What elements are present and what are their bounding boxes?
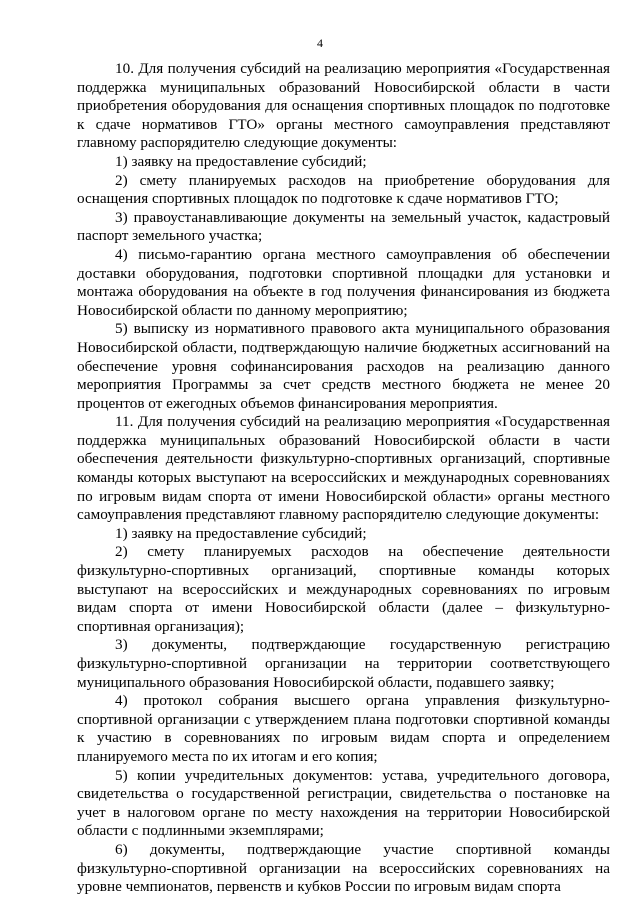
list-item-11-1: 1) заявку на предоставление субсидий; bbox=[115, 524, 367, 542]
page-number: 4 bbox=[317, 36, 323, 50]
list-item-11-4: 4) протокол собрания высшего органа управления физкультурно-спортивной организации с утверждением плана подготовки спортивной команды к участию в соревнованиях по игровым видам спорта и определением планируемого места по их итогам и его копия; bbox=[77, 692, 610, 765]
list-item-10-2: 2) смету планируемых расходов на приобретение оборудования для оснащения спортивных площадок по подготовке к сдаче нормативов ГТО; bbox=[77, 171, 610, 208]
list-item-11-2: 2) смету планируемых расходов на обеспечение деятельности физкультурно-спортивных организаций, спортивные команды которых выступают на всероссийских и международных соревнованиях по игровым видам спорта от имени Новосибирской области (далее – физкультурно-спортивная организация); bbox=[77, 543, 610, 635]
paragraph-11-intro: 11. Для получения субсидий на реализацию мероприятия «Государственная поддержка муниципальных образований Новосибирской области в части обеспечения деятельности физкультурно-спортивных организаций, спортивные команды которых выступают на всероссийских и международных соревнованиях по игровым видам спорта от имени Новосибирской области» органы местного самоуправления представляют главному распорядителю следующие документы: bbox=[77, 413, 610, 524]
list-item-10-1: 1) заявку на предоставление субсидий; bbox=[115, 152, 367, 170]
document-body bbox=[77, 60, 610, 897]
list-item-10-4: 4) письмо-гарантию органа местного самоуправления об обеспечении доставки оборудования, подготовки спортивной площадки для установки и монтажа оборудования на объекте в год получения финансирования из бюджета Новосибирской области по данному мероприятию; bbox=[77, 245, 610, 319]
list-item-11-5: 5) копии учредительных документов: устава, учредительного договора, свидетельства о государственной регистрации, свидетельства о постановке на учет в налоговом органе по месту нахождения на территории Новосибирской области с подлинными экземплярами; bbox=[77, 766, 610, 840]
list-item-10-3: 3) правоустанавливающие документы на земельный участок, кадастровый паспорт земельного участка; bbox=[77, 208, 610, 245]
list-item-11-3: 3) документы, подтверждающие государственную регистрацию физкультурно-спортивной организации на территории соответствующего муниципального образования Новосибирской области, подавшего заявку; bbox=[77, 636, 610, 691]
paragraph-10-intro: 10. Для получения субсидий на реализацию мероприятия «Государственная поддержка муниципальных образований Новосибирской области в части приобретения оборудования для оснащения спортивных площадок по подготовке к сдаче нормативов ГТО» органы местного самоуправления представляют главному распорядителю следующие документы: bbox=[77, 60, 610, 152]
list-item-11-6: 6) документы, подтверждающие участие спортивной команды физкультурно-спортивной организации на всероссийских соревнованиях на уровне чемпионатов, первенств и кубков России по игровым видам спорта bbox=[77, 840, 610, 896]
list-item-10-5: 5) выписку из нормативного правового акта муниципального образования Новосибирской области, подтверждающую наличие бюджетных ассигнований на обеспечение уровня софинансирования расходов на реализацию данного мероприятия Программы за счет средств местного бюджета не менее 20 процентов от ежегодных объемов финансирования мероприятия. bbox=[77, 320, 610, 412]
